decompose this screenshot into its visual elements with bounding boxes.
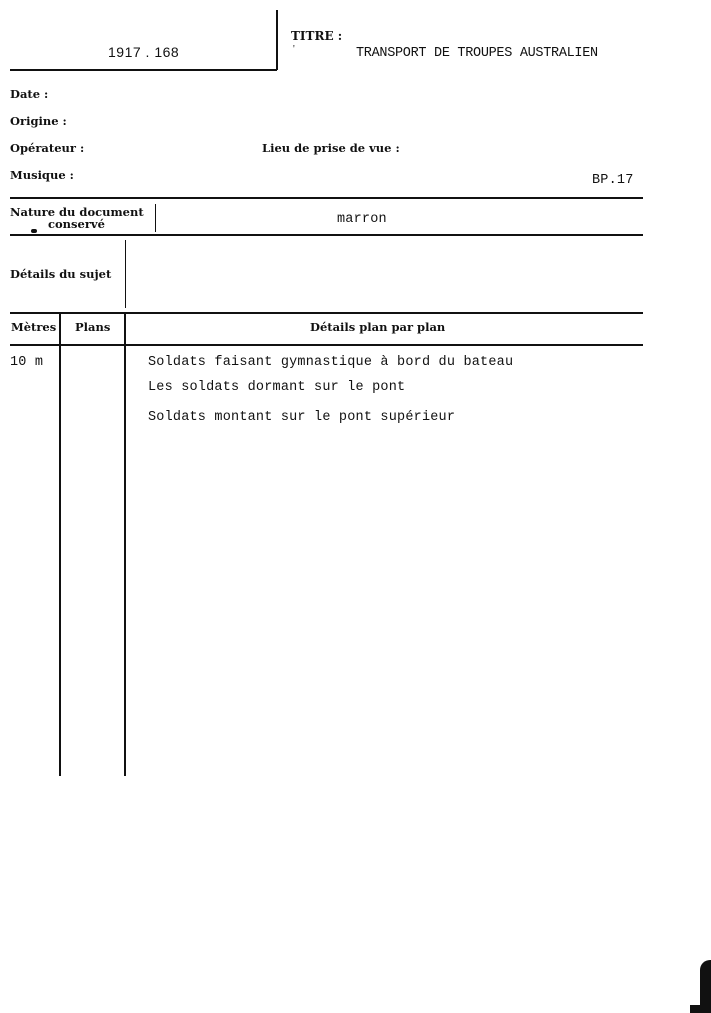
operateur-label: Opérateur :	[10, 141, 85, 155]
row-detail: Soldats montant sur le pont supérieur	[148, 410, 456, 425]
row-detail: Soldats faisant gymnastique à bord du bateau	[148, 355, 514, 370]
fields-bottom-rule	[10, 197, 643, 199]
col-header-plans: Plans	[75, 320, 111, 334]
archive-code: BP.17	[592, 173, 634, 188]
row-detail: Les soldats dormant sur le pont	[148, 380, 406, 395]
title-mark: '	[293, 44, 295, 55]
origine-label: Origine :	[10, 114, 67, 128]
col-header-metres: Mètres	[11, 320, 57, 334]
nature-divider	[155, 204, 156, 232]
header-row-rule	[10, 344, 643, 346]
musique-label: Musique :	[10, 168, 74, 182]
titre-label: TITRE :	[291, 29, 343, 43]
bullet-mark	[31, 229, 37, 233]
header-divider	[276, 10, 278, 70]
header-underline	[10, 69, 277, 71]
sujet-bottom-rule	[10, 312, 643, 314]
sujet-label: Détails du sujet	[10, 267, 112, 281]
col-divider-2	[124, 314, 126, 776]
document-title: TRANSPORT DE TROUPES AUSTRALIEN	[356, 46, 598, 61]
reference-number: 1917 . 168	[108, 44, 180, 60]
nature-label-line1: Nature du document	[10, 205, 144, 219]
page-edge-bottom	[690, 1005, 711, 1013]
sujet-divider	[125, 240, 126, 308]
lieu-label: Lieu de prise de vue :	[262, 141, 400, 155]
nature-bottom-rule	[10, 234, 643, 236]
col-divider-1	[59, 314, 61, 776]
nature-value: marron	[337, 212, 387, 227]
col-header-details: Détails plan par plan	[310, 320, 446, 334]
date-label: Date :	[10, 87, 49, 101]
row-metres: 10 m	[10, 355, 44, 370]
nature-label-line2: conservé	[48, 217, 105, 231]
